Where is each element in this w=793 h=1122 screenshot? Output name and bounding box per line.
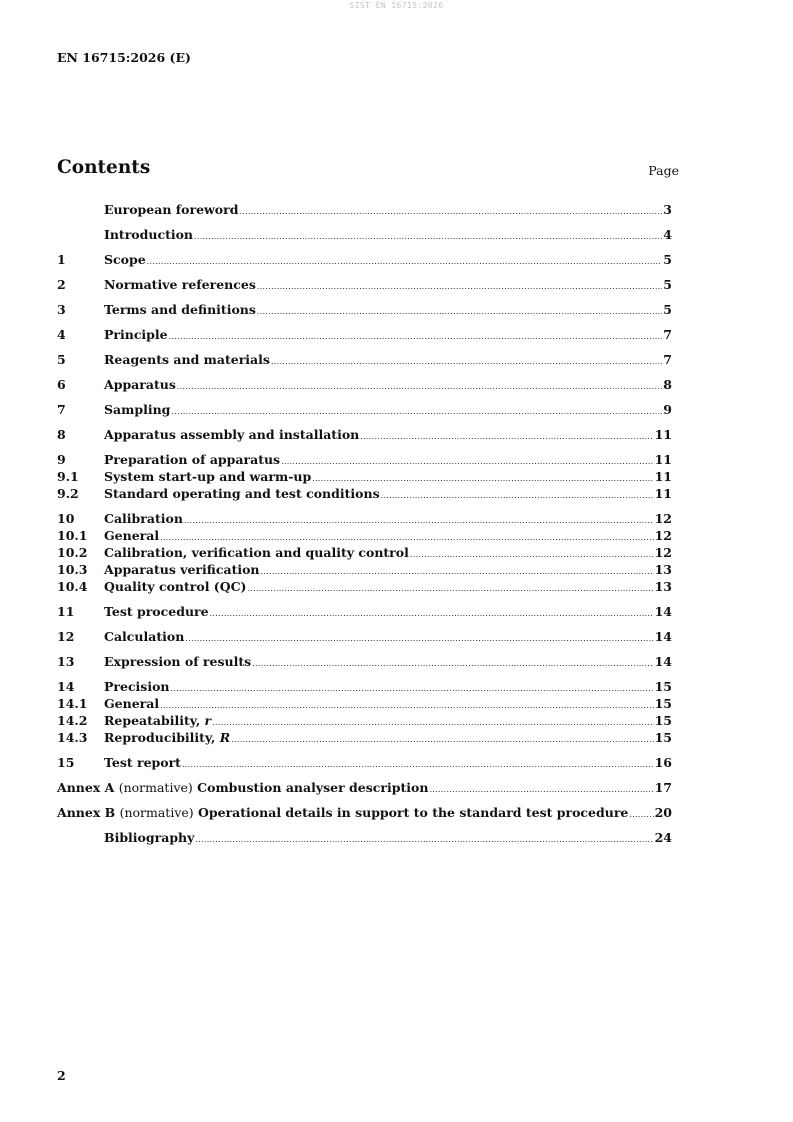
toc-page-number: 20 [654, 805, 672, 820]
toc-section-number: 14 [57, 679, 75, 694]
toc-entry[interactable] [57, 628, 672, 645]
dot-leader [271, 353, 662, 370]
toc-section-number: 9.1 [57, 469, 79, 484]
dot-leader [257, 278, 662, 295]
dot-leader [160, 697, 653, 714]
toc-page-number: 11 [654, 452, 672, 467]
dot-leader [281, 453, 654, 470]
toc-entry[interactable] [57, 561, 672, 578]
toc-entry[interactable] [57, 251, 672, 268]
toc-section-number: 11 [57, 604, 75, 619]
toc-entry[interactable] [57, 468, 672, 485]
toc-section-number: 13 [57, 654, 75, 669]
annex-label: Annex A [57, 780, 115, 795]
toc-title: General [104, 528, 160, 543]
toc-entry[interactable] [57, 401, 672, 418]
dot-leader [257, 303, 662, 320]
toc-page-number: 14 [654, 629, 672, 644]
dot-leader [210, 605, 654, 622]
toc-title: Apparatus assembly and installation [104, 427, 360, 442]
dot-leader [195, 831, 653, 848]
toc-title: European foreword [104, 202, 239, 217]
toc-page-number: 11 [654, 486, 672, 501]
toc-entry[interactable] [57, 578, 672, 595]
dot-leader [212, 714, 653, 731]
annex-normative-label: (normative) [118, 780, 193, 795]
toc-section-number: 9 [57, 452, 66, 467]
dot-leader [184, 512, 654, 529]
toc-section-number: 4 [57, 327, 66, 342]
toc-entry[interactable] [57, 301, 672, 318]
dot-leader [261, 563, 654, 580]
dot-leader [194, 228, 662, 245]
toc-page-number: 8 [663, 377, 672, 392]
dot-leader [360, 428, 653, 445]
toc-title: Calculation [104, 629, 185, 644]
toc-section-number: 10.4 [57, 579, 88, 594]
page-number: 2 [57, 1068, 66, 1083]
toc-entry[interactable] [57, 829, 672, 846]
toc-entry[interactable] [57, 376, 672, 393]
toc-page-number: 11 [654, 427, 672, 442]
toc-section-number: 10.1 [57, 528, 88, 543]
toc-entry[interactable] [57, 510, 672, 527]
toc-page-number: 5 [663, 302, 672, 317]
toc-section-number: 12 [57, 629, 75, 644]
toc-page-number: 7 [663, 352, 672, 367]
toc-title: Standard operating and test conditions [104, 486, 380, 501]
toc-entry[interactable] [57, 451, 672, 468]
toc-section-number: 14.3 [57, 730, 88, 745]
annex-title: Combustion analyser description [197, 780, 429, 795]
toc-section-number: 14.2 [57, 713, 88, 728]
toc-entry[interactable] [57, 226, 672, 243]
dot-leader [629, 806, 653, 823]
toc-section-number: 6 [57, 377, 66, 392]
toc-title: Precision [104, 679, 170, 694]
dot-leader [182, 756, 654, 773]
toc-title: Normative references [104, 277, 256, 292]
toc-title: Sampling [104, 402, 171, 417]
dot-leader [147, 253, 663, 270]
toc-section-number: 5 [57, 352, 66, 367]
dot-leader [171, 680, 654, 697]
toc-page-number: 16 [654, 755, 672, 770]
toc-entry[interactable] [57, 544, 672, 561]
toc-page-number: 17 [654, 780, 672, 795]
watermark: SIST EN 16715:2026 [349, 1, 444, 10]
toc-entry[interactable] [57, 326, 672, 343]
toc-page-number: 4 [663, 227, 672, 242]
toc-title: Reproducibility, R [104, 730, 231, 745]
toc-page-number: 24 [654, 830, 672, 845]
toc-section-number: 15 [57, 755, 75, 770]
toc-page-number: 5 [663, 277, 672, 292]
toc-title: Calibration [104, 511, 183, 526]
toc-section-number: 3 [57, 302, 66, 317]
dot-leader [177, 378, 662, 395]
toc-page-number: 9 [663, 402, 672, 417]
toc-title: Expression of results [104, 654, 252, 669]
toc-title: Apparatus verification [104, 562, 260, 577]
toc-section-number: 10.3 [57, 562, 88, 577]
toc-page-number: 14 [654, 654, 672, 669]
toc-page-number: 15 [654, 730, 672, 745]
toc-page-number: 3 [663, 202, 672, 217]
toc-title: Introduction [104, 227, 194, 242]
page-column-label: Page [648, 163, 679, 178]
toc-section-number: 10.2 [57, 545, 88, 560]
toc-section-number: 2 [57, 277, 66, 292]
toc-title: Quality control (QC) [104, 579, 247, 594]
toc-entry[interactable] [57, 804, 672, 821]
toc-title [57, 779, 428, 796]
table-of-contents [57, 201, 672, 846]
toc-title: Reagents and materials [104, 352, 270, 367]
toc-title: Apparatus [104, 377, 176, 392]
annex-label: Annex B [57, 805, 116, 820]
toc-page-number: 13 [654, 562, 672, 577]
toc-entry[interactable] [57, 201, 672, 218]
toc-page-number: 15 [654, 713, 672, 728]
toc-entry[interactable] [57, 276, 672, 293]
toc-title: Repeatability, r [104, 713, 212, 728]
toc-entry[interactable] [57, 351, 672, 368]
toc-section-number: 7 [57, 402, 66, 417]
toc-title: Bibliography [104, 830, 195, 845]
toc-page-number: 14 [654, 604, 672, 619]
toc-page-number: 15 [654, 696, 672, 711]
toc-entry[interactable] [57, 603, 672, 620]
toc-title: Scope [104, 252, 146, 267]
toc-title [57, 804, 628, 821]
toc-entry[interactable] [57, 426, 672, 443]
dot-leader [239, 203, 662, 220]
toc-title: Principle [104, 327, 168, 342]
toc-entry[interactable] [57, 754, 672, 771]
dot-leader [429, 781, 653, 798]
toc-section-number: 9.2 [57, 486, 79, 501]
toc-entry[interactable] [57, 653, 672, 670]
dot-leader [169, 328, 663, 345]
dot-leader [381, 487, 654, 504]
dot-leader [185, 630, 653, 647]
toc-section-number: 14.1 [57, 696, 88, 711]
contents-heading: Contents [57, 157, 151, 178]
annex-title: Operational details in support to the standard test procedure [198, 805, 629, 820]
toc-page-number: 13 [654, 579, 672, 594]
toc-title: System start-up and warm-up [104, 469, 312, 484]
toc-section-number: 8 [57, 427, 66, 442]
document-identifier: EN 16715:2026 (E) [57, 50, 191, 65]
toc-page-number: 5 [663, 252, 672, 267]
toc-title: Test report [104, 755, 181, 770]
toc-entry[interactable] [57, 678, 672, 695]
toc-page-number: 12 [654, 545, 672, 560]
toc-page-number: 11 [654, 469, 672, 484]
toc-page-number: 7 [663, 327, 672, 342]
toc-entry[interactable] [57, 485, 672, 502]
toc-section-number: 1 [57, 252, 66, 267]
toc-page-number: 15 [654, 679, 672, 694]
toc-page-number: 12 [654, 511, 672, 526]
toc-entry[interactable] [57, 729, 672, 746]
toc-section-number: 10 [57, 511, 75, 526]
toc-entry[interactable] [57, 695, 672, 712]
dot-leader [252, 655, 653, 672]
toc-title: Terms and definitions [104, 302, 256, 317]
dot-leader [247, 580, 653, 597]
toc-page-number: 12 [654, 528, 672, 543]
toc-title: Calibration, verification and quality control [104, 545, 409, 560]
toc-entry[interactable] [57, 779, 672, 796]
dot-leader [231, 731, 653, 748]
dot-leader [171, 403, 662, 420]
annex-normative-label: (normative) [119, 805, 194, 820]
toc-entry[interactable] [57, 527, 672, 544]
toc-title: General [104, 696, 160, 711]
dot-leader [410, 546, 654, 563]
toc-title: Test procedure [104, 604, 209, 619]
toc-title: Preparation of apparatus [104, 452, 281, 467]
toc-entry[interactable] [57, 712, 672, 729]
